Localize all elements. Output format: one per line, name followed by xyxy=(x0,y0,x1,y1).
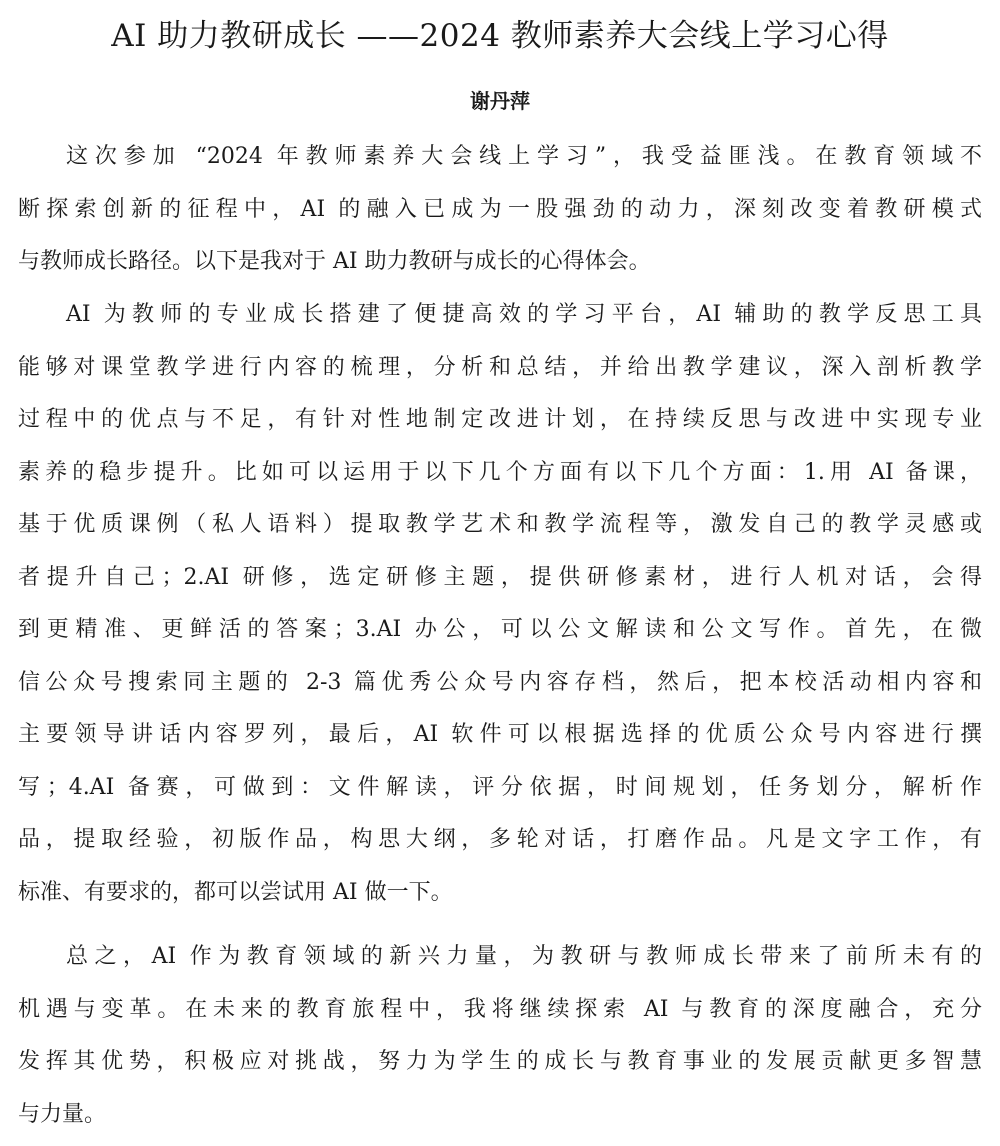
text-line: 机遇与变革。在未来的教育旅程中，我将继续探索 AI 与教育的深度融合，充分 xyxy=(18,996,982,1022)
paragraph-conclusion xyxy=(18,931,982,1141)
text-line: 信公众号搜索同主题的 2-3 篇优秀公众号内容存档，然后，把本校活动相内容和 xyxy=(18,669,982,695)
author-name: 谢丹萍 xyxy=(470,89,530,113)
text-line: 标准、有要求的，都可以尝试用 AI 做一下。 xyxy=(18,879,453,905)
text-line: 总之，AI 作为教育领域的新兴力量，为教研与教师成长带来了前所未有的 xyxy=(66,944,982,969)
text-line: 发挥其优势，积极应对挑战，努力为学生的成长与教育事业的发展贡献更多智慧 xyxy=(18,1049,982,1074)
text-line: 与教师成长路径。以下是我对于 AI 助力教研与成长的心得体会。 xyxy=(18,249,651,274)
text-line: 品，提取经验，初版作品，构思大纲，多轮对话，打磨作品。凡是文字工作，有 xyxy=(18,827,982,852)
text-line: 主要领导讲话内容罗列，最后，AI 软件可以根据选择的优质公众号内容进行撰 xyxy=(18,722,982,747)
text-line: 断探索创新的征程中，AI 的融入已成为一股强劲的动力，深刻改变着教研模式 xyxy=(18,196,982,222)
text-line: 这次参加 “2024 年教师素养大会线上学习”，我受益匪浅。在教育领域不 xyxy=(66,144,982,169)
text-line: 能够对课堂教学进行内容的梳理，分析和总结，并给出教学建议，深入剖析教学 xyxy=(18,354,982,380)
text-line: 写；4.AI 备赛，可做到：文件解读，评分依据，时间规划，任务划分，解析作 xyxy=(18,774,982,800)
document-title: AI 助力教研成长 ——2024 教师素养大会线上学习心得 xyxy=(111,18,889,54)
text-line: AI 为教师的专业成长搭建了便捷高效的学习平台，AI 辅助的教学反思工具 xyxy=(66,302,982,327)
text-line: 基于优质课例（私人语料）提取教学艺术和教学流程等，激发自己的教学灵感或 xyxy=(18,512,982,537)
text-line: 到更精准、更鲜活的答案；3.AI 办公，可以公文解读和公文写作。首先，在微 xyxy=(18,617,982,642)
paragraph-body xyxy=(18,289,982,919)
text-line: 者提升自己；2.AI 研修，选定研修主题，提供研修素材，进行人机对话，会得 xyxy=(18,564,982,590)
text-line: 过程中的优点与不足，有针对性地制定改进计划，在持续反思与改进中实现专业 xyxy=(18,407,982,432)
paragraph-intro xyxy=(18,131,982,289)
text-line: 与力量。 xyxy=(18,1101,107,1127)
text-line: 素养的稳步提升。比如可以运用于以下几个方面有以下几个方面：1.用 AI 备课， xyxy=(18,459,982,485)
